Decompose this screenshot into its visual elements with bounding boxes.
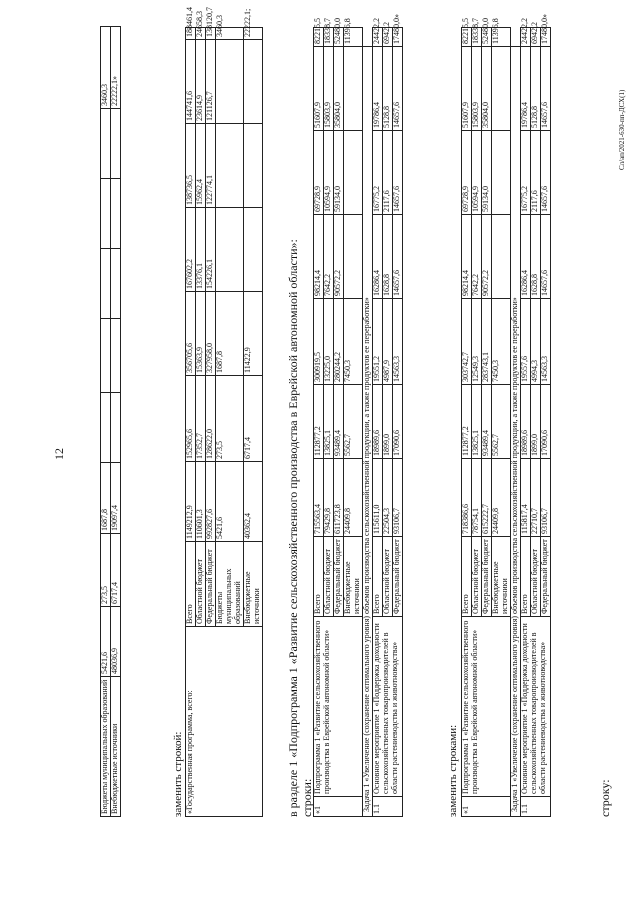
- table-cell-label: Внебюджетные источники: [110, 677, 120, 817]
- table-cell-value: 24658,3: [195, 28, 205, 40]
- heading-replace-row: заменить строкой:: [172, 731, 184, 817]
- table-cell-value: [215, 124, 243, 208]
- footer-code: Сл/ап/2021-630-пп-ДСХ(1): [618, 89, 626, 170]
- table-cell-value: 128622,0: [205, 376, 215, 462]
- table-cell-value: 14563,3: [540, 299, 550, 385]
- table-cell-value: 5128,8: [530, 47, 540, 131]
- table-cell-value: 1687,8: [215, 292, 243, 376]
- table-cell-value: 59134,0: [333, 131, 343, 215]
- table-cell-value: 2117,6: [382, 131, 392, 215]
- table-cell-value: [110, 319, 120, 393]
- table-cell-value: 40362,4: [243, 462, 262, 542]
- table-cell-label: Областной бюджет: [323, 537, 333, 617]
- table-cell-value: 15962,4: [195, 124, 205, 208]
- table-cell-value: 98214,4: [462, 215, 472, 299]
- table-cell-value: 59134,0: [481, 131, 491, 215]
- table-cell-value: 14657,6: [392, 47, 402, 131]
- event-number: 1.1: [520, 797, 550, 817]
- table-cell-value: [110, 249, 120, 319]
- table-cell-value: [215, 40, 243, 124]
- table-cell-value: 3460,3: [101, 27, 111, 109]
- subprogram-number: «1: [314, 797, 363, 817]
- event-name: Основное мероприятие 1 «Поддержка доходности сельскохозяйственных товаропроизводителей в области растениеводства и животноводства»: [372, 617, 402, 797]
- heading-rows: строки:: [300, 778, 314, 817]
- table-row: [314, 28, 324, 817]
- table-cell-value: 13376,1: [195, 208, 205, 292]
- table-cell-value: 19786,4: [372, 47, 382, 131]
- table-cell-value: 1149212,9: [186, 462, 196, 542]
- event-number: 1.1: [372, 797, 402, 817]
- table-row: [362, 28, 372, 817]
- table-cell-value: 14657,6: [392, 131, 402, 215]
- table-cell-value: 122774,1: [205, 124, 215, 208]
- table-cell-value: 138736,5: [186, 124, 196, 208]
- table-subprogram-new: [461, 14, 551, 817]
- table-cell-value: 24422,2: [520, 28, 530, 47]
- table-row: [101, 27, 111, 817]
- table-cell-value: 121126,7: [205, 40, 215, 124]
- heading-row: строку:: [598, 779, 612, 817]
- table-cell-value: 1628,8: [530, 215, 540, 299]
- table-cell-value: 112877,2: [462, 385, 472, 459]
- table-cell-value: 82215,5: [462, 28, 472, 47]
- table-cell-value: 14657,6: [540, 131, 550, 215]
- table-cell-value: 1899,0: [382, 385, 392, 459]
- table-cell-value: 283743,1: [481, 299, 491, 385]
- table-cell-value: [491, 131, 510, 215]
- table-cell-value: 5562,7: [343, 385, 362, 459]
- table-cell-label: Федеральный бюджет: [392, 537, 402, 617]
- table-cell-value: 14657,6: [540, 215, 550, 299]
- table-cell-value: [101, 393, 111, 463]
- table-cell-label: Областной бюджет: [382, 537, 392, 617]
- table-cell-label: Федеральный бюджет: [481, 537, 491, 617]
- table-cell-value: 51607,9: [462, 47, 472, 131]
- table-cell-value: 615222,7: [481, 459, 491, 537]
- table-cell-value: [243, 124, 262, 208]
- table-cell-value: 280244,2: [333, 299, 343, 385]
- subprogram-number: «1: [462, 797, 511, 817]
- table-cell-value: 4994,3: [530, 299, 540, 385]
- table-cell-value: [243, 208, 262, 292]
- table-cell-value: 152965,6: [186, 376, 196, 462]
- task-row: Задача 1 «Увеличение (сохранение оптимального уровня) объемов производства сельскохозяйственной продукции, а также продуктов ее переработки»: [510, 47, 520, 817]
- table-cell-value: 273,5: [101, 534, 111, 607]
- table-cell-value: 19786,4: [520, 47, 530, 131]
- table-cell-value: 90572,2: [333, 215, 343, 299]
- table-cell-value: 11396,8: [491, 28, 510, 47]
- table-cell-value: 188461,4: [186, 28, 196, 40]
- table-cell-value: 718386,6: [462, 459, 472, 537]
- table-cell-value: 715563,4: [314, 459, 324, 537]
- table-cell-value: [491, 215, 510, 299]
- table-cell-value: 167602,2: [186, 208, 196, 292]
- table-cell-value: 303742,7: [462, 299, 472, 385]
- table-cell-value: 138120,7: [205, 28, 215, 40]
- table-cell-value: 52480,0: [481, 28, 491, 47]
- heading-replace-rows: заменить строками:: [447, 724, 459, 817]
- table-cell-value: 51607,9: [314, 47, 324, 131]
- table-cell-value: 144741,6: [186, 40, 196, 124]
- table-cell-value: 5128,8: [382, 47, 392, 131]
- table-cell-value: 90572,2: [481, 215, 491, 299]
- table-row: [186, 28, 196, 817]
- table-cell-value: 15803,9: [323, 47, 333, 131]
- table-cell-value: 16775,2: [372, 131, 382, 215]
- table-cell-value: 16286,4: [372, 215, 382, 299]
- table-cell-value: 13825,1: [471, 385, 481, 459]
- table-cell-value: 17090,6: [392, 385, 402, 459]
- subprogram-name: Подпрограмма 1 «Развитие сельскохозяйственного производства в Еврейской автономной области»: [462, 617, 511, 797]
- table-cell-value: 110601,3: [195, 462, 205, 542]
- table-cell-value: [110, 109, 120, 179]
- table-cell-value: 98214,4: [314, 215, 324, 299]
- table-cell-value: [491, 47, 510, 131]
- table-cell-value: 19557,6: [520, 299, 530, 385]
- table-cell-value: [101, 249, 111, 319]
- task-row: Задача 1 «Увеличение (сохранение оптимального уровня) объемов производства сельскохозяйственной продукции, а также продуктов ее переработки»: [362, 47, 372, 817]
- table-cell-value: 14563,3: [392, 299, 402, 385]
- table-cell-value: 18338,7: [323, 28, 333, 47]
- table-cell-value: 22710,7: [530, 459, 540, 537]
- table-row: [510, 28, 520, 817]
- table-cell-label: Внебюджетные источники: [243, 542, 262, 627]
- table-cell-label: Федеральный бюджет: [540, 537, 550, 617]
- table-cell-value: 14657,6: [540, 47, 550, 131]
- table-cell-value: 35804,0: [481, 47, 491, 131]
- table-cell-value: 14657,6: [392, 215, 402, 299]
- table-row: [372, 28, 382, 817]
- table-cell-value: 93489,4: [481, 385, 491, 459]
- table-cell-value: 78754,1: [471, 459, 481, 537]
- page-number: 12: [52, 448, 66, 460]
- table-top-rows: [100, 26, 121, 817]
- table-cell-value: [110, 179, 120, 249]
- table-cell-value: [243, 40, 262, 124]
- table-cell-value: 93489,4: [333, 385, 343, 459]
- table-cell-value: 17352,7: [195, 376, 205, 462]
- table-cell-label: Областной бюджет: [471, 537, 481, 617]
- table-cell-value: 22222,1»: [110, 27, 120, 109]
- table-cell-value: 13225,0: [323, 299, 333, 385]
- table-cell-value: 1899,0: [530, 385, 540, 459]
- table-cell-label: Внебюджетные источники: [491, 537, 510, 617]
- table-cell-value: 7450,3: [491, 299, 510, 385]
- table-row: [520, 28, 530, 817]
- table-cell-value: 69728,9: [314, 131, 324, 215]
- table-cell-value: 48036,9: [110, 607, 120, 677]
- table-cell-value: 17480,0»: [540, 28, 550, 47]
- table-cell-value: 5421,6: [215, 462, 243, 542]
- table-cell-value: 6942,2: [530, 28, 540, 47]
- table-cell-value: 11422,9: [243, 292, 262, 376]
- table-cell-value: [101, 109, 111, 179]
- table-cell-value: 300919,5: [314, 299, 324, 385]
- table-cell-value: 18989,6: [372, 385, 382, 459]
- table-cell-value: 93106,7: [540, 459, 550, 537]
- table-cell-value: 69728,9: [462, 131, 472, 215]
- table-cell-label: Всего: [520, 537, 530, 617]
- table-cell-value: 327958,0: [205, 292, 215, 376]
- table-cell-value: 12549,3: [471, 299, 481, 385]
- table-cell-label: Областной бюджет: [530, 537, 540, 617]
- table-cell-value: 154226,1: [205, 208, 215, 292]
- table-cell-value: 992827,6: [205, 462, 215, 542]
- table-cell-value: [101, 179, 111, 249]
- table-cell-value: 112877,2: [314, 385, 324, 459]
- table-cell-value: 16286,4: [520, 215, 530, 299]
- table-cell-label: Всего: [462, 537, 472, 617]
- table-cell-value: 356705,6: [186, 292, 196, 376]
- table-cell-value: 79429,8: [323, 459, 333, 537]
- table-cell-value: [343, 131, 362, 215]
- table-cell-value: [343, 47, 362, 131]
- table-cell-value: 22504,3: [382, 459, 392, 537]
- table-cell-value: 10594,9: [471, 131, 481, 215]
- table-row: [462, 28, 472, 817]
- table-cell-value: 23614,9: [195, 40, 205, 124]
- table-cell-value: 6717,4: [243, 376, 262, 462]
- table-cell-value: 7642,2: [323, 215, 333, 299]
- table-cell-value: 11396,8: [343, 28, 362, 47]
- table-cell-value: 93106,7: [392, 459, 402, 537]
- table-cell-value: 52480,0: [333, 28, 343, 47]
- table-cell-label: Федеральный бюджет: [333, 537, 343, 617]
- table-cell-value: 7450,3: [343, 299, 362, 385]
- table-cell-label: Областной бюджет: [195, 542, 205, 627]
- table-cell-value: 22222,1;: [243, 28, 262, 40]
- table-cell-value: 18989,6: [520, 385, 530, 459]
- table-cell-label: Всего: [314, 537, 324, 617]
- table-cell-value: 273,5: [215, 376, 243, 462]
- table-cell-label: Всего: [186, 542, 196, 627]
- table-cell-value: 115817,4: [520, 459, 530, 537]
- table-cell-value: [110, 393, 120, 463]
- table-cell-value: 19097,4: [110, 463, 120, 534]
- table-cell-value: 115611,0: [372, 459, 382, 537]
- table-cell-value: 24409,8: [343, 459, 362, 537]
- table-cell-value: 7642,2: [471, 215, 481, 299]
- table-cell-value: [101, 319, 111, 393]
- table-cell-value: 24409,8: [491, 459, 510, 537]
- table-cell-value: 15803,9: [471, 47, 481, 131]
- table-subprogram-old: [313, 14, 403, 817]
- table-cell-value: 24422,2: [372, 28, 382, 47]
- table-cell-label: Бюджеты муниципальных образований: [101, 677, 111, 817]
- table-cell-value: 17480,0»: [392, 28, 402, 47]
- heading-section-1: в разделе 1 «Подпрограмма 1 «Развитие сельскохозяйственного производства в Еврейской автономной области»:: [286, 239, 300, 817]
- table-cell-value: 6717,4: [110, 534, 120, 607]
- table-program-total: [185, 7, 263, 817]
- table-cell-value: [343, 215, 362, 299]
- table-cell-value: 1628,8: [382, 215, 392, 299]
- table-row: [110, 27, 120, 817]
- subprogram-name: Подпрограмма 1 «Развитие сельскохозяйственного производства в Еврейской автономной области»: [314, 617, 363, 797]
- table-cell-value: 611723,8: [333, 459, 343, 537]
- table-cell-value: 13825,1: [323, 385, 333, 459]
- table-cell-value: 5421,6: [101, 607, 111, 677]
- table-cell-value: 16775,2: [520, 131, 530, 215]
- event-name: Основное мероприятие 1 «Поддержка доходности сельскохозяйственных товаропроизводителей в области растениеводства и животноводства»: [520, 617, 550, 797]
- table-cell-label: Бюджеты муниципальных образований: [215, 542, 243, 627]
- table-cell-value: 2117,6: [530, 131, 540, 215]
- table-cell-value: 82215,5: [314, 28, 324, 47]
- table-cell-value: 4987,9: [382, 299, 392, 385]
- table-cell-value: 5562,7: [491, 385, 510, 459]
- table-cell-value: 18338,7: [471, 28, 481, 47]
- program-name: «Государственная программа, всего:: [186, 627, 263, 817]
- table-cell-value: [215, 208, 243, 292]
- table-cell-value: 1687,8: [101, 463, 111, 534]
- table-cell-label: Внебюджетные источники: [343, 537, 362, 617]
- table-cell-label: Всего: [372, 537, 382, 617]
- table-cell-label: Федеральный бюджет: [205, 542, 215, 627]
- table-cell-value: 35804,0: [333, 47, 343, 131]
- table-cell-value: 10594,9: [323, 131, 333, 215]
- table-cell-value: 19551,2: [372, 299, 382, 385]
- table-cell-value: 15363,9: [195, 292, 205, 376]
- table-cell-value: 17090,6: [540, 385, 550, 459]
- table-cell-value: 6942,2: [382, 28, 392, 47]
- table-cell-value: 3460,3: [215, 28, 243, 40]
